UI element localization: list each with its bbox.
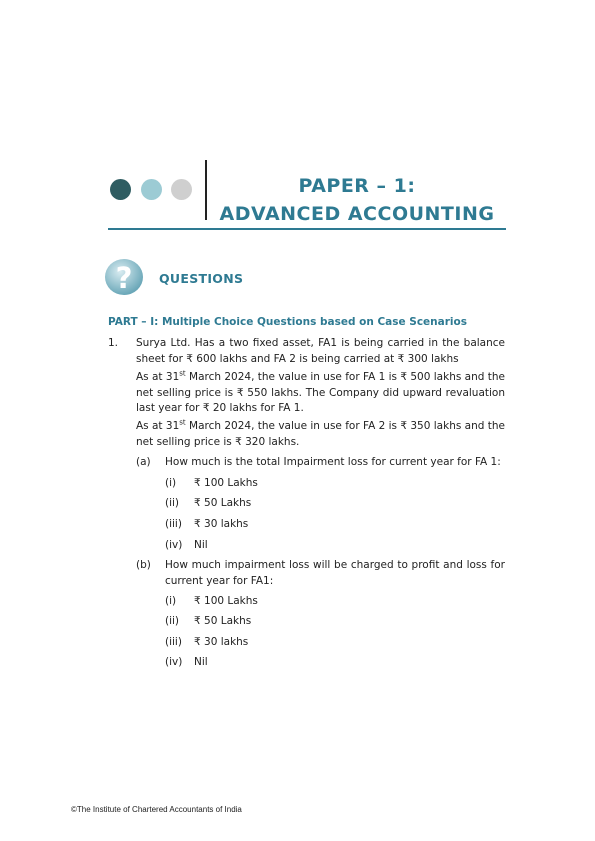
- part-heading: PART – I: Multiple Choice Questions based on Case Scenarios: [108, 316, 467, 328]
- para-text: As at 31: [136, 420, 180, 432]
- questions-heading: QUESTIONS: [159, 271, 244, 286]
- light-teal-dot: [141, 179, 162, 200]
- option-text: Nil: [194, 539, 208, 551]
- question-number: 1.: [108, 337, 119, 349]
- question-mark-icon: [104, 258, 144, 296]
- sub-question-text: How much impairment loss will be charged to profit and loss for current year for FA1:: [165, 559, 505, 587]
- option-number: (ii): [165, 615, 180, 627]
- question-intro: Surya Ltd. Has a two fixed asset, FA1 is being carried in the balance sheet for ₹ 600 lakhs and FA 2 is being carried at ₹ 300 lakhs: [136, 337, 505, 365]
- option-number: (ii): [165, 497, 180, 509]
- option-text: ₹ 30 lakhs: [194, 518, 249, 530]
- para-text: March 2024, the value in use for FA 1 is ₹ 500 lakhs and the net selling price is ₹ 550 lakhs. The Company did upward revaluation last year for ₹ 20 lakhs for FA 1.: [136, 371, 505, 414]
- paper-title: ADVANCED ACCOUNTING: [219, 203, 495, 225]
- option-number: (i): [165, 595, 177, 607]
- question-para-fa1: [136, 370, 505, 417]
- question-para-fa2: [136, 419, 505, 450]
- grey-dot: [171, 179, 192, 200]
- sub-question-text: How much is the total Impairment loss for current year for FA 1:: [165, 456, 501, 468]
- svg-text:?: ?: [115, 261, 133, 295]
- option-text: ₹ 30 lakhs: [194, 636, 249, 648]
- option-number: (iv): [165, 539, 183, 551]
- title-underline: [108, 228, 506, 230]
- sub-question-label: (b): [136, 559, 151, 571]
- paper-number: PAPER – 1:: [298, 175, 416, 197]
- sub-question-label: (a): [136, 456, 151, 468]
- ordinal-suffix: st: [179, 418, 186, 427]
- para-text: March 2024, the value in use for FA 2 is ₹ 350 lakhs and the net selling price is ₹ 320 lakhs.: [136, 420, 505, 448]
- option-text: ₹ 50 Lakhs: [194, 615, 252, 627]
- copyright-footer: ©The Institute of Chartered Accountants of India: [71, 805, 242, 814]
- option-number: (i): [165, 477, 177, 489]
- option-number: (iv): [165, 656, 183, 668]
- option-number: (iii): [165, 636, 182, 648]
- dark-teal-dot: [110, 179, 131, 200]
- option-text: ₹ 100 Lakhs: [194, 595, 258, 607]
- option-text: Nil: [194, 656, 208, 668]
- option-text: ₹ 50 Lakhs: [194, 497, 252, 509]
- option-number: (iii): [165, 518, 182, 530]
- option-text: ₹ 100 Lakhs: [194, 477, 258, 489]
- ordinal-suffix: st: [179, 369, 186, 378]
- para-text: As at 31: [136, 371, 180, 383]
